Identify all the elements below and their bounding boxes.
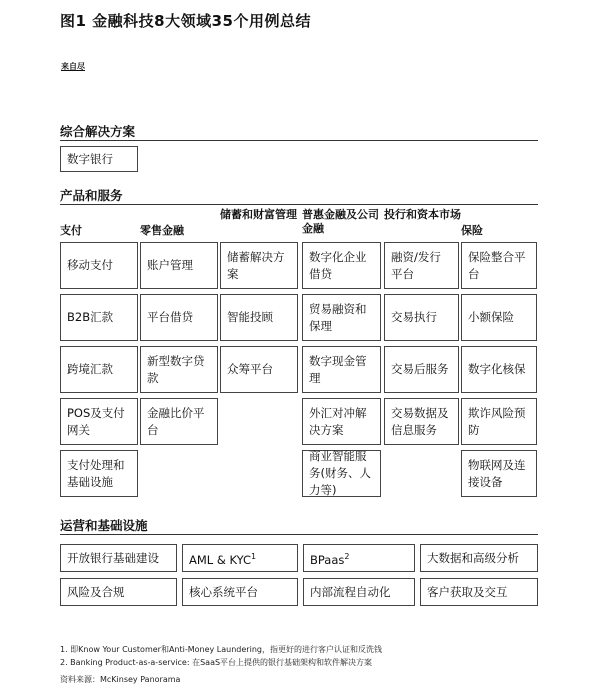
use-case-label: 众筹平台 xyxy=(227,362,273,376)
use-case-label: 融资/发行平台 xyxy=(391,249,441,281)
use-case-label: 外汇对冲解决方案 xyxy=(309,405,367,437)
use-case-box xyxy=(302,450,381,497)
use-case-box xyxy=(220,294,298,341)
use-case-box xyxy=(384,398,459,445)
use-case-box xyxy=(140,242,218,289)
operations-label: BPaas$^2$ xyxy=(310,551,350,567)
use-case-label: 智能投顾 xyxy=(227,310,273,324)
section-heading-products: 产品和服务 xyxy=(60,188,123,203)
use-case-label: 保险整合平台 xyxy=(468,249,526,281)
use-case-box xyxy=(384,346,459,393)
use-case-label: 储蓄解决方案 xyxy=(227,249,285,281)
use-case-box xyxy=(140,346,218,393)
section-divider xyxy=(60,534,538,535)
use-case-label: B2B汇款 xyxy=(67,310,114,324)
operations-box xyxy=(182,578,298,606)
use-case-box xyxy=(461,450,537,497)
use-case-label: 欺诈风险预防 xyxy=(468,405,526,437)
section-heading-operations: 运营和基础设施 xyxy=(60,518,148,533)
section-divider xyxy=(60,204,538,205)
use-case-label: 物联网及连接设备 xyxy=(468,457,526,489)
use-case-box xyxy=(140,398,218,445)
column-heading: 普惠金融及公司金融 xyxy=(302,208,379,235)
operations-label: AML & KYC$^1$ xyxy=(189,551,257,567)
operations-label: 开放银行基础建设 xyxy=(67,550,159,565)
use-case-box xyxy=(140,294,218,341)
use-case-label: 数字化企业借贷 xyxy=(309,249,367,281)
section-divider xyxy=(60,140,538,141)
digital-bank-box: 数字银行 xyxy=(60,146,138,172)
use-case-box xyxy=(302,398,381,445)
use-case-box xyxy=(384,294,459,341)
operations-box xyxy=(420,544,538,572)
use-case-box xyxy=(302,294,381,341)
operations-label: 风险及合规 xyxy=(67,584,125,599)
use-case-label: 平台借贷 xyxy=(147,310,193,324)
operations-label: 客户获取及交互 xyxy=(427,584,508,599)
operations-box xyxy=(303,578,415,606)
operations-label: 大数据和高级分析 xyxy=(427,550,519,565)
use-case-label: 数字化核保 xyxy=(468,362,526,376)
source-note: 来自尽 xyxy=(61,62,85,71)
footnote-2: 2. Banking Product-as-a-service: 在SaaS平台上提供的银行基础架构和软件解决方案 xyxy=(60,658,373,667)
column-heading: 保险 xyxy=(461,224,483,237)
column-heading: 投行和资本市场 xyxy=(384,208,461,221)
column-heading: 支付 xyxy=(60,224,82,237)
operations-label: 核心系统平台 xyxy=(189,584,258,599)
operations-box xyxy=(60,544,177,572)
use-case-label: 新型数字贷款 xyxy=(147,353,205,385)
use-case-box xyxy=(220,242,298,289)
use-case-box xyxy=(60,450,138,497)
use-case-label: 移动支付 xyxy=(67,258,113,272)
operations-label: 内部流程自动化 xyxy=(310,584,391,599)
operations-box xyxy=(303,544,415,572)
page-title: 图1 金融科技8大领域35个用例总结 xyxy=(60,12,311,30)
use-case-label: 交易执行 xyxy=(391,310,437,324)
use-case-box xyxy=(60,242,138,289)
use-case-box xyxy=(461,398,537,445)
use-case-box xyxy=(302,242,381,289)
operations-box xyxy=(60,578,177,606)
use-case-label: 金融比价平台 xyxy=(147,405,205,437)
footnote-marker: 2 xyxy=(344,551,350,561)
column-heading: 储蓄和财富管理 xyxy=(220,208,297,221)
footnote-marker: 1 xyxy=(251,551,257,561)
use-case-box xyxy=(461,346,537,393)
use-case-label: POS及支付网关 xyxy=(67,405,125,437)
use-case-label: 账户管理 xyxy=(147,258,193,272)
use-case-box xyxy=(461,294,537,341)
use-case-label: 数字现金管理 xyxy=(309,353,367,385)
operations-box xyxy=(420,578,538,606)
use-case-box xyxy=(461,242,537,289)
use-case-box xyxy=(220,346,298,393)
use-case-label: 商业智能服务(财务、人力等) xyxy=(309,449,371,497)
section-heading-solutions: 综合解决方案 xyxy=(60,124,136,139)
use-case-label: 跨境汇款 xyxy=(67,362,113,376)
footnote-source: 资料来源：McKinsey Panorama xyxy=(60,675,181,684)
use-case-label: 支付处理和基础设施 xyxy=(67,457,125,489)
column-heading: 零售金融 xyxy=(140,224,184,237)
use-case-label: 贸易融资和保理 xyxy=(309,301,367,333)
use-case-box xyxy=(384,242,459,289)
use-case-label: 交易数据及信息服务 xyxy=(391,405,449,437)
footnote-1: 1. 即Know Your Customer和Anti-Money Laundering，指更好的进行客户认证和反洗钱 xyxy=(60,645,382,654)
use-case-box xyxy=(60,398,138,445)
use-case-box xyxy=(60,294,138,341)
use-case-box xyxy=(302,346,381,393)
use-case-label: 小额保险 xyxy=(468,310,514,324)
use-case-box xyxy=(60,346,138,393)
use-case-label: 交易后服务 xyxy=(391,362,449,376)
operations-box xyxy=(182,544,298,572)
